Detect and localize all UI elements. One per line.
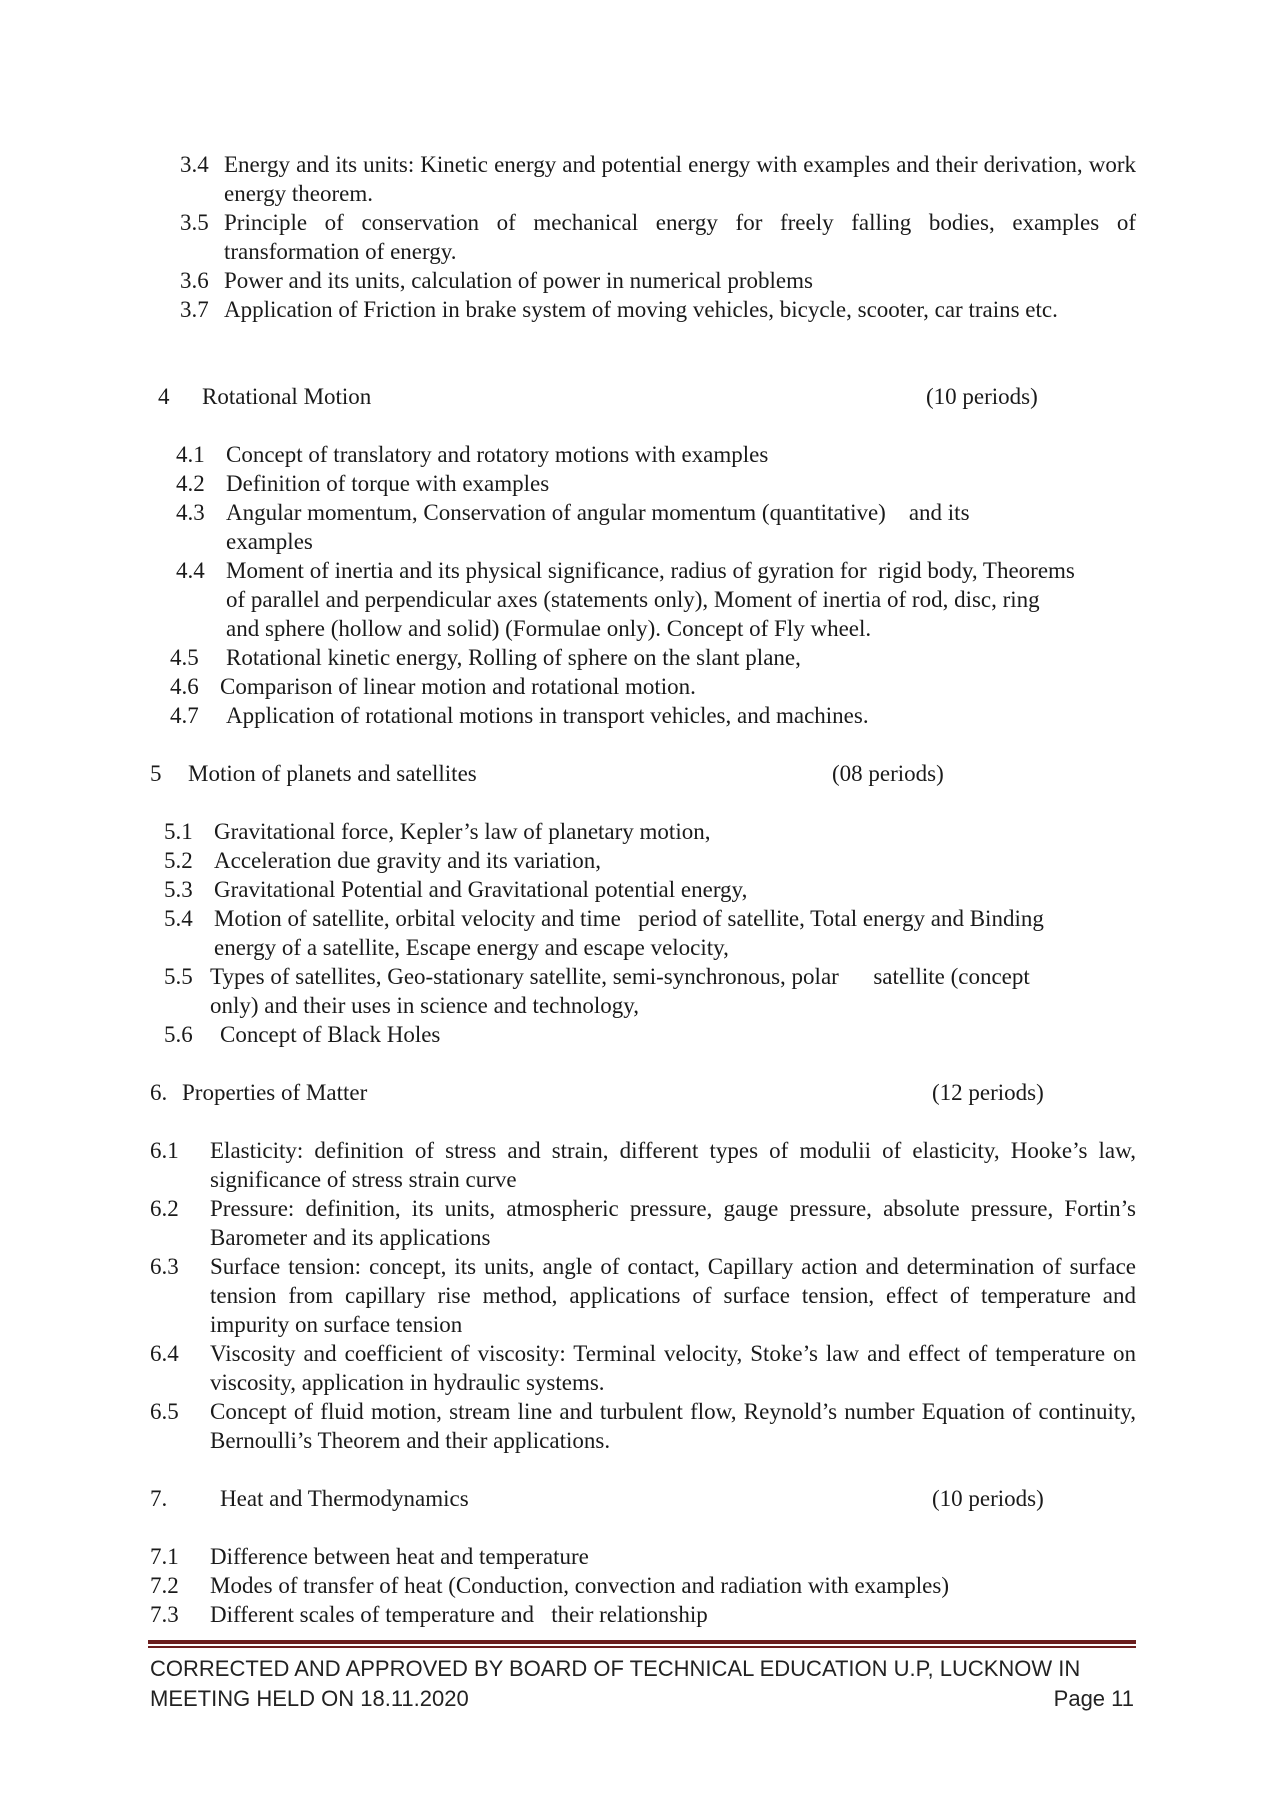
item-text: Concept of fluid motion, stream line and turbulent flow, Reynold’s number Equation of continuity, Bernoulli’s Theorem and their applications. — [210, 1399, 1136, 1453]
item-number: 4.1 — [176, 442, 205, 467]
item-number: 4.6 — [170, 674, 199, 699]
list-item — [150, 1252, 1136, 1339]
section-periods: (08 periods) — [832, 761, 944, 786]
list-item — [164, 1020, 1064, 1049]
item-number: 7.2 — [150, 1573, 179, 1598]
list-item — [180, 150, 1136, 208]
footer-approval-line: CORRECTED AND APPROVED BY BOARD OF TECHNICAL EDUCATION U.P, LUCKNOW IN — [150, 1656, 1081, 1681]
list-item — [150, 1397, 1136, 1455]
section-number: 4 — [158, 384, 170, 409]
item-text: Application of Friction in brake system of moving vehicles, bicycle, scooter, car trains etc. — [224, 297, 1058, 322]
item-number: 5.1 — [164, 819, 193, 844]
item-text: Concept of translatory and rotatory motions with examples — [226, 442, 769, 467]
section-number: 6. — [150, 1080, 168, 1105]
item-number: 5.5 — [164, 964, 193, 989]
item-number: 4.3 — [176, 500, 205, 525]
list-item — [170, 643, 1070, 672]
item-number: 3.6 — [180, 268, 209, 293]
item-text: Surface tension: concept, its units, angle of contact, Capillary action and determination of surface tension from capillary rise method, applications of surface tension, effect of temperature and impurity on surface tension — [210, 1254, 1136, 1337]
item-number: 5.4 — [164, 906, 193, 931]
list-item — [176, 498, 1076, 556]
item-text: Pressure: definition, its units, atmospheric pressure, gauge pressure, absolute pressure, Fortin’s Barometer and its applications — [210, 1196, 1136, 1250]
section-periods: (10 periods) — [926, 384, 1038, 409]
section-heading — [158, 382, 1058, 411]
section-periods: (10 periods) — [932, 1486, 1044, 1511]
item-number: 4.2 — [176, 471, 205, 496]
item-text: Acceleration due gravity and its variation, — [214, 848, 602, 873]
item-text: Comparison of linear motion and rotational motion. — [220, 674, 696, 699]
section-number: 7. — [150, 1486, 168, 1511]
list-item — [150, 1600, 1136, 1629]
item-text: Application of rotational motions in transport vehicles, and machines. — [226, 703, 869, 728]
item-number: 6.3 — [150, 1254, 179, 1279]
section-title: Motion of planets and satellites — [188, 761, 477, 786]
item-text: Elasticity: definition of stress and strain, different types of modulii of elasticity, Hooke’s law, significance of stress strain curve — [210, 1138, 1136, 1192]
item-number: 7.3 — [150, 1602, 179, 1627]
item-number: 6.5 — [150, 1399, 179, 1424]
item-text: Difference between heat and temperature — [210, 1544, 589, 1569]
item-number: 6.4 — [150, 1341, 179, 1366]
item-text: Power and its units, calculation of power in numerical problems — [224, 268, 813, 293]
footer-divider — [148, 1640, 1136, 1648]
item-text: Definition of torque with examples — [226, 471, 550, 496]
item-number: 4.4 — [176, 558, 205, 583]
item-number: 3.4 — [180, 152, 209, 177]
list-item — [170, 701, 1070, 730]
section-periods: (12 periods) — [932, 1080, 1044, 1105]
section-title: Heat and Thermodynamics — [220, 1486, 469, 1511]
list-item — [176, 556, 1081, 643]
list-item — [164, 875, 1064, 904]
item-text: Gravitational Potential and Gravitational potential energy, — [214, 877, 748, 902]
item-text: Rotational kinetic energy, Rolling of sphere on the slant plane, — [226, 645, 801, 670]
item-text: Viscosity and coefficient of viscosity: Terminal velocity, Stoke’s law and effect of temperature on viscosity, application in hydraulic systems. — [210, 1341, 1136, 1395]
list-item — [180, 208, 1136, 266]
list-item — [176, 469, 1076, 498]
list-item — [164, 817, 1064, 846]
item-number: 6.2 — [150, 1196, 179, 1221]
item-number: 5.6 — [164, 1022, 193, 1047]
section-number: 5 — [150, 761, 162, 786]
item-number: 5.3 — [164, 877, 193, 902]
item-text: Energy and its units: Kinetic energy and potential energy with examples and their derivation, work energy theorem. — [224, 152, 1136, 206]
item-text: Modes of transfer of heat (Conduction, convection and radiation with examples) — [210, 1573, 949, 1598]
list-item — [150, 1339, 1136, 1397]
page-footer — [150, 1654, 1134, 1714]
section-title: Rotational Motion — [202, 384, 372, 409]
item-text: Angular momentum, Conservation of angular momentum (quantitative) and its examples — [226, 500, 976, 554]
item-text: Gravitational force, Kepler’s law of planetary motion, — [214, 819, 711, 844]
page-number: Page 11 — [1053, 1686, 1134, 1711]
list-item — [150, 1542, 1136, 1571]
item-number: 4.5 — [170, 645, 199, 670]
item-number: 4.7 — [170, 703, 199, 728]
item-number: 7.1 — [150, 1544, 179, 1569]
section-heading — [150, 1078, 1070, 1107]
list-item — [164, 962, 1064, 1020]
item-text: Moment of inertia and its physical significance, radius of gyration for rigid body, Theorems of parallel and perpendicular axes (statements only), Moment of inertia of rod, disc, ring and sphere (hollow and solid) (Formulae only). Concept of Fly wheel. — [226, 558, 1081, 641]
item-number: 6.1 — [150, 1138, 179, 1163]
list-item — [176, 440, 1076, 469]
list-item — [164, 846, 1064, 875]
list-item — [180, 295, 1136, 353]
list-item — [150, 1136, 1136, 1194]
item-number: 3.7 — [180, 297, 209, 322]
item-number: 3.5 — [180, 210, 209, 235]
item-text: Motion of satellite, orbital velocity and time period of satellite, Total energy and Binding energy of a satellite, Escape energy and escape velocity, — [214, 906, 1050, 960]
section-title: Properties of Matter — [182, 1080, 368, 1105]
list-item — [150, 1571, 1136, 1600]
list-item — [150, 1194, 1136, 1252]
footer-meeting-date: MEETING HELD ON 18.11.2020 — [150, 1686, 469, 1711]
list-item — [170, 672, 1070, 701]
item-text: Different scales of temperature and their relationship — [210, 1602, 708, 1627]
item-text: Concept of Black Holes — [220, 1022, 441, 1047]
footer-second-line — [150, 1684, 1134, 1714]
section-heading — [150, 759, 1050, 788]
item-text: Types of satellites, Geo-stationary satellite, semi-synchronous, polar satellite (concept only) and their uses in science and technology, — [210, 964, 1036, 1018]
section-heading — [150, 1484, 1070, 1513]
list-item — [164, 904, 1064, 962]
item-number: 5.2 — [164, 848, 193, 873]
list-item — [180, 266, 1136, 295]
item-text: Principle of conservation of mechanical energy for freely falling bodies, examples of transformation of energy. — [224, 210, 1136, 264]
